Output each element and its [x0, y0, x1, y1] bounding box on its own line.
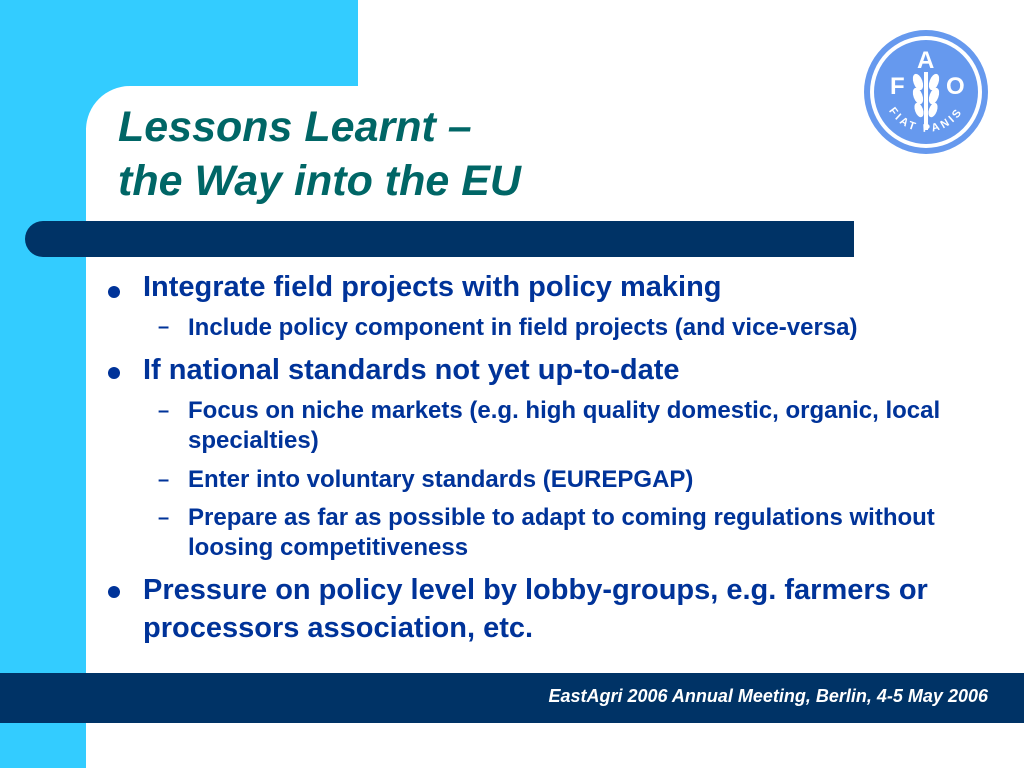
footer-text: EastAgri 2006 Annual Meeting, Berlin, 4-5 May 2006	[548, 686, 988, 706]
dash-marker: –	[158, 507, 170, 529]
logo-letter-o: O	[946, 73, 965, 100]
bullet-item-2: If national standards not yet up-to-date	[143, 354, 680, 386]
logo-letter-a: A	[917, 47, 935, 74]
sub-bullet-2-3: Prepare as far as possible to adapt to coming regulations without loosing competitiveness	[188, 504, 935, 561]
bullet-item-1: Integrate field projects with policy making	[143, 271, 722, 303]
sub-bullet-2-2: Enter into voluntary standards (EUREPGAP)	[188, 466, 694, 493]
bullet-dot	[108, 586, 120, 598]
dash-marker: –	[158, 400, 170, 422]
bullet-dot	[108, 367, 120, 379]
slide-title	[118, 100, 521, 208]
slide-title-line1: Lessons Learnt –	[118, 103, 472, 151]
title-underline-bar	[25, 221, 854, 257]
logo-letter-f: F	[890, 73, 905, 100]
logo-motto: FIAT PANIS	[886, 105, 966, 135]
dash-marker: –	[158, 316, 170, 338]
sub-bullet-2-1: Focus on niche markets (e.g. high quality domestic, organic, local specialties)	[188, 397, 941, 454]
sub-bullet-1-1: Include policy component in field projects (and vice-versa)	[188, 314, 858, 341]
slide-title-line2: the Way into the EU	[118, 157, 521, 205]
bullet-item-3: Pressure on policy level by lobby-groups, e.g. farmers or processors association, etc.	[143, 574, 928, 644]
fao-logo-icon	[862, 28, 990, 156]
dash-marker: –	[158, 469, 170, 491]
bullet-dot	[108, 286, 120, 298]
